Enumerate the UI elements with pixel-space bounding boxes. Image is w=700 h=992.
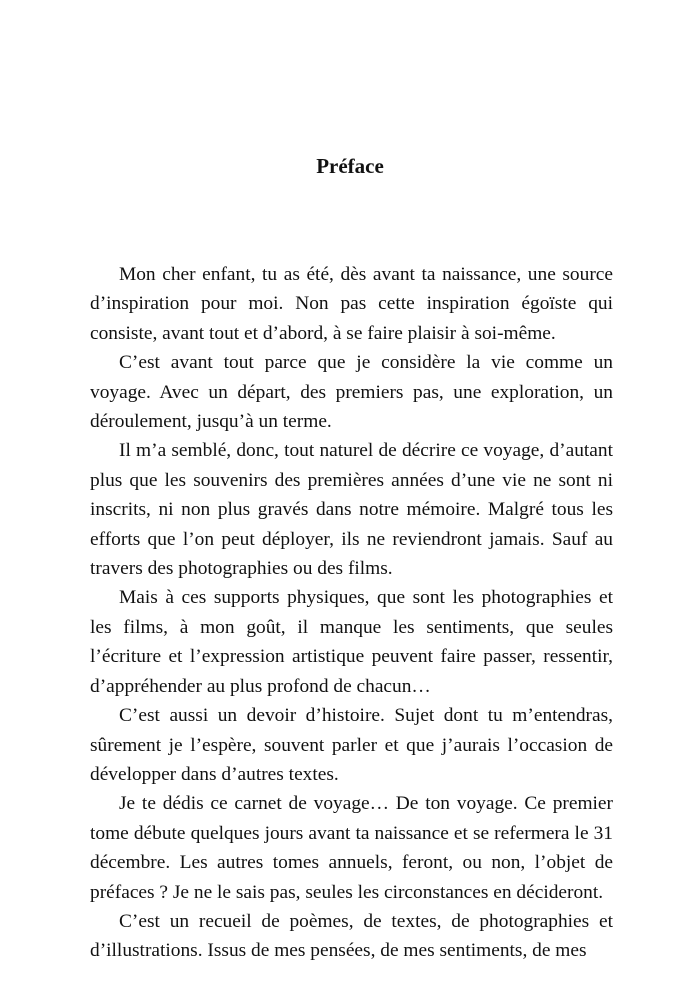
paragraph-6: Je te dédis ce carnet de voyage… De ton voyage. Ce premier tome débute quelques jours avant ta naissance et se refermera le 31 décembre. Les autres tomes annuels, feront, ou non, l’objet de préfaces ? Je ne le sais pas, seules les circonstances en décideront. <box>90 793 613 903</box>
paragraph-4: Mais à ces supports physiques, que sont les photographies et les films, à mon goût, il manque les sentiments, que seules l’écriture et l’expression artistique peuvent faire passer, ressentir, d’appréhender au plus profond de chacun… <box>90 587 613 697</box>
paragraph-7: C’est un recueil de poèmes, de textes, de photographies et d’illustrations. Issus de mes pensées, de mes sentiments, de mes <box>90 910 613 962</box>
preface-body <box>90 260 613 966</box>
paragraph-5: C’est aussi un devoir d’histoire. Sujet dont tu m’entendras, sûrement je l’espère, souvent parler et que j’aurais l’occasion de développer dans d’autres textes. <box>90 705 613 785</box>
paragraph-1: Mon cher enfant, tu as été, dès avant ta naissance, une source d’inspiration pour moi. Non pas cette inspiration égoïste qui consiste, avant tout et d’abord, à se faire plaisir à soi-même. <box>90 264 613 344</box>
paragraph-2: C’est avant tout parce que je considère la vie comme un voyage. Avec un départ, des premiers pas, une exploration, un déroulement, jusqu’à un terme. <box>90 352 613 433</box>
paragraph-3: Il m’a semblé, donc, tout naturel de décrire ce voyage, d’autant plus que les souvenirs des premières années d’une vie ne sont ni inscrits, ni non plus gravés dans notre mémoire. Malgré tous les efforts que l’on peut déployer, ils ne reviendront jamais. Sauf au travers des photographies ou des films. <box>90 440 613 580</box>
page-title: Préface <box>316 154 384 178</box>
